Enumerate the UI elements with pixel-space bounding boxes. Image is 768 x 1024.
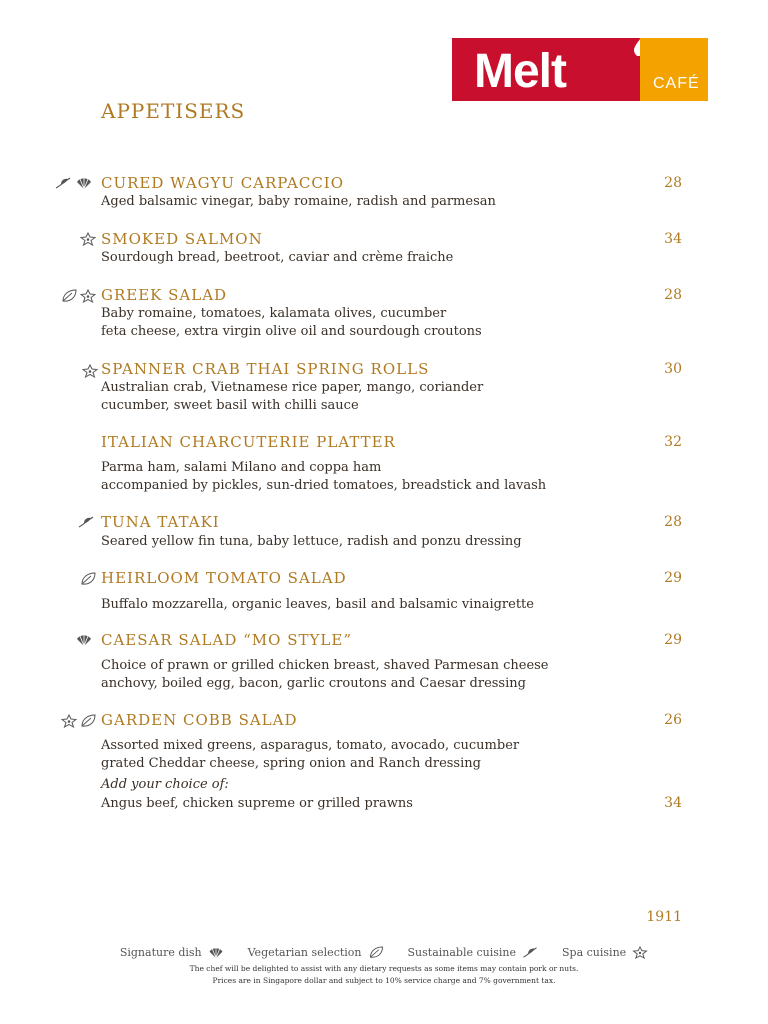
dish-description: Seared yellow fin tuna, baby lettuce, radish and ponzu dressing	[101, 534, 522, 549]
dish-price: 29	[664, 570, 682, 586]
dish-description: feta cheese, extra virgin olive oil and sourdough croutons	[101, 324, 482, 339]
dish-description: cucumber, sweet basil with chilli sauce	[101, 398, 359, 413]
dish-price: 34	[664, 231, 682, 247]
sustainable-icon	[55, 176, 71, 190]
dish-description: Sourdough bread, beetroot, caviar and crème fraiche	[101, 250, 454, 265]
legend-label: Signature dish	[119, 946, 202, 959]
icon-legend	[0, 946, 768, 959]
dish-price: 32	[664, 434, 682, 450]
sustainable-icon	[78, 515, 94, 529]
vegetarian-icon	[80, 572, 96, 586]
dish-price: 28	[664, 287, 682, 303]
dish-description: Australian crab, Vietnamese rice paper, mango, coriander	[101, 380, 484, 395]
dish-name: GARDEN COBB SALAD	[101, 711, 298, 729]
dish-price: 28	[664, 514, 682, 530]
dish-description: Baby romaine, tomatoes, kalamata olives, cucumber	[101, 306, 447, 321]
signature-icon	[208, 946, 224, 959]
melt-cafe-logo	[452, 38, 708, 101]
dish-description: Assorted mixed greens, asparagus, tomato, avocado, cucumber	[101, 738, 520, 753]
addon-label: Add your choice of:	[101, 777, 229, 792]
spa-icon	[80, 289, 96, 303]
dish-price: 29	[664, 632, 682, 648]
dish-description: grated Cheddar cheese, spring onion and Ranch dressing	[101, 756, 481, 771]
legend-label: Sustainable cuisine	[407, 946, 517, 959]
dish-price: 26	[664, 712, 682, 728]
logo-orange-block	[640, 38, 708, 101]
dish-name: GREEK SALAD	[101, 286, 228, 304]
dish-name: TUNA TATAKI	[101, 513, 220, 531]
dish-description: Parma ham, salami Milano and coppa ham	[101, 460, 382, 475]
legend-item	[562, 946, 648, 959]
dish-name: SMOKED SALMON	[101, 230, 263, 248]
spa-icon	[632, 946, 648, 959]
signature-icon	[76, 633, 92, 647]
addon-text: Angus beef, chicken supreme or grilled prawns	[101, 796, 413, 811]
pricing-note: Prices are in Singapore dollar and subject to 10% service charge and 7% government tax.	[212, 976, 556, 985]
dish-name: CURED WAGYU CARPACCIO	[101, 174, 345, 192]
dish-price: 28	[664, 175, 682, 191]
section-title: APPETISERS	[101, 99, 246, 123]
dish-name: CAESAR SALAD “MO STYLE”	[101, 631, 352, 649]
legend-item	[120, 946, 224, 959]
dish-description: Aged balsamic vinegar, baby romaine, radish and parmesan	[101, 194, 496, 209]
logo-wordmark: Melt	[474, 45, 566, 98]
vegetarian-icon	[80, 714, 96, 728]
logo-cafe-text: CAFÉ	[653, 75, 700, 92]
sustainable-icon	[522, 946, 538, 959]
spa-icon	[80, 232, 96, 246]
vegetarian-icon	[61, 289, 77, 303]
legend-item	[408, 946, 539, 959]
dish-description: anchovy, boiled egg, bacon, garlic croutons and Caesar dressing	[101, 676, 526, 691]
dish-description: accompanied by pickles, sun-dried tomatoes, breadstick and lavash	[101, 478, 547, 493]
spa-icon	[61, 714, 77, 728]
legend-item	[248, 946, 384, 959]
dish-name: ITALIAN CHARCUTERIE PLATTER	[101, 433, 396, 451]
vegetarian-icon	[368, 946, 384, 959]
page-code: 1911	[646, 909, 682, 925]
signature-icon	[76, 176, 92, 190]
legend-label: Spa cuisine	[562, 946, 627, 959]
dish-price: 30	[664, 361, 682, 377]
logo-red-block	[452, 38, 640, 101]
legend-label: Vegetarian selection	[247, 946, 362, 959]
dish-name: HEIRLOOM TOMATO SALAD	[101, 569, 347, 587]
dish-description: Buffalo mozzarella, organic leaves, basil and balsamic vinaigrette	[101, 597, 534, 612]
dietary-note: The chef will be delighted to assist with any dietary requests as some items may contain pork or nuts.	[189, 964, 579, 973]
addon-price: 34	[664, 795, 682, 811]
dish-name: SPANNER CRAB THAI SPRING ROLLS	[101, 360, 430, 378]
dish-description: Choice of prawn or grilled chicken breast, shaved Parmesan cheese	[101, 658, 549, 673]
spa-icon	[82, 364, 98, 378]
